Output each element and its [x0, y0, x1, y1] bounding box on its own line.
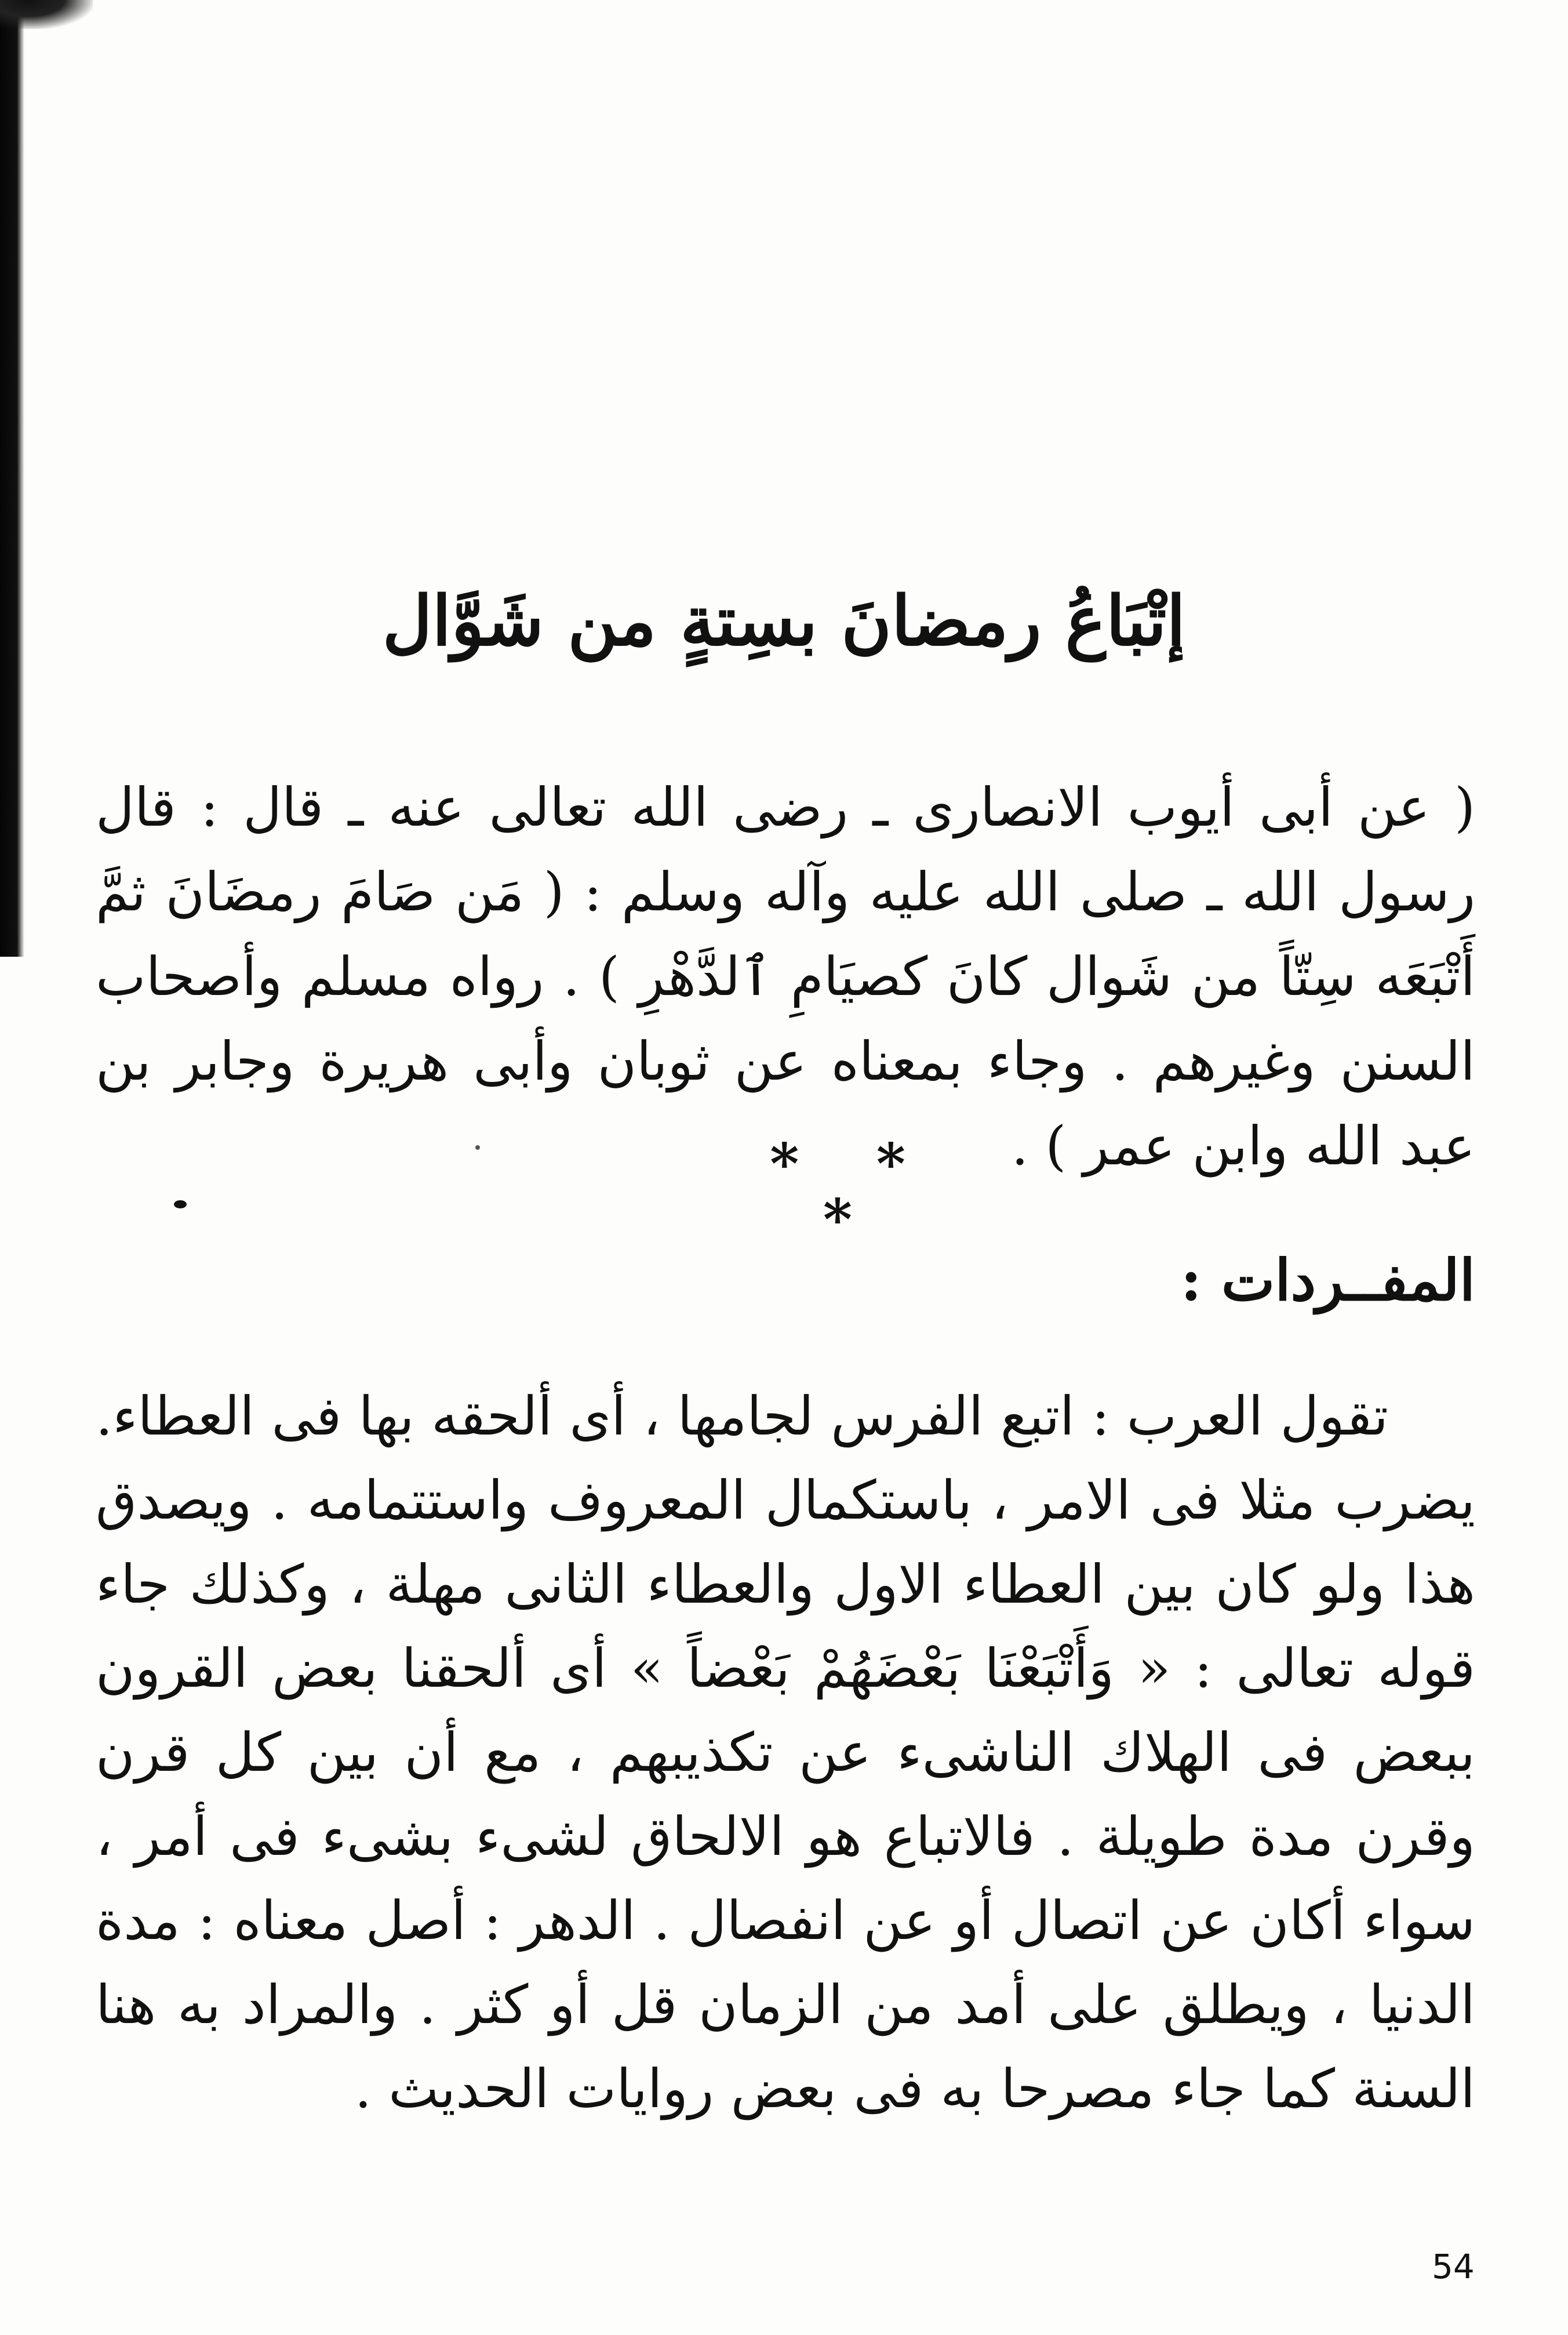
scan-blot — [0, 0, 93, 29]
section-separator: * * * — [770, 1131, 934, 1252]
scan-speck — [174, 1200, 187, 1208]
binding-shadow — [0, 0, 24, 957]
hadith-paragraph: ( عن أبى أيوب الانصارى ـ رضى الله تعالى عنه ـ قال : قال رسول الله ـ صلى الله عليه وآله وسلم : ( مَن صَامَ رمضَانَ ثمَّ أَتْبَعَه سِتّاً من شَوال كانَ كصيَامِ ٱلدَّهْرِ ) . رواه مسلم وأصحاب السنن وغيرهم . وجاء بمعناه عن ثوبان وأبى هريرة وجابر بن عبد الله وابن عمر ) . — [96, 776, 1475, 1177]
page-number: 54 — [1432, 2247, 1475, 2286]
page-title: إتْبَاعُ رمضانَ بسِتةٍ من شَوَّال — [382, 580, 1186, 661]
section-heading-vocabulary: المفــردات : — [1180, 1247, 1475, 1314]
vocabulary-paragraph: تقول العرب : اتبع الفرس لجامها ، أى ألحقه بها فى العطاء. يضرب مثلا فى الامر ، باستكمال المعروف واستتمامه . ويصدق هذا ولو كان بين العطاء الاول والعطاء الثانى مهلة ، وكذلك جاء قوله تعالى : « وَأَتْبَعْنَا بَعْضَهُمْ بَعْضاً » أى ألحقنا بعض القرون ببعض فى الهلاك الناشىء عن تكذيبهم ، مع أن بين كل قرن وقرن مدة طويلة . فالاتباع هو الالحاق لشىء بشىء فى أمر ، سواء أكان عن اتصال أو عن انفصال . الدهر : أصل معناه : مدة الدنيا ، ويطلق على أمد من الزمان قل أو كثر . والمراد به هنا السنة كما جاء مصرحا به فى بعض روايات الحديث . — [96, 1385, 1475, 2120]
